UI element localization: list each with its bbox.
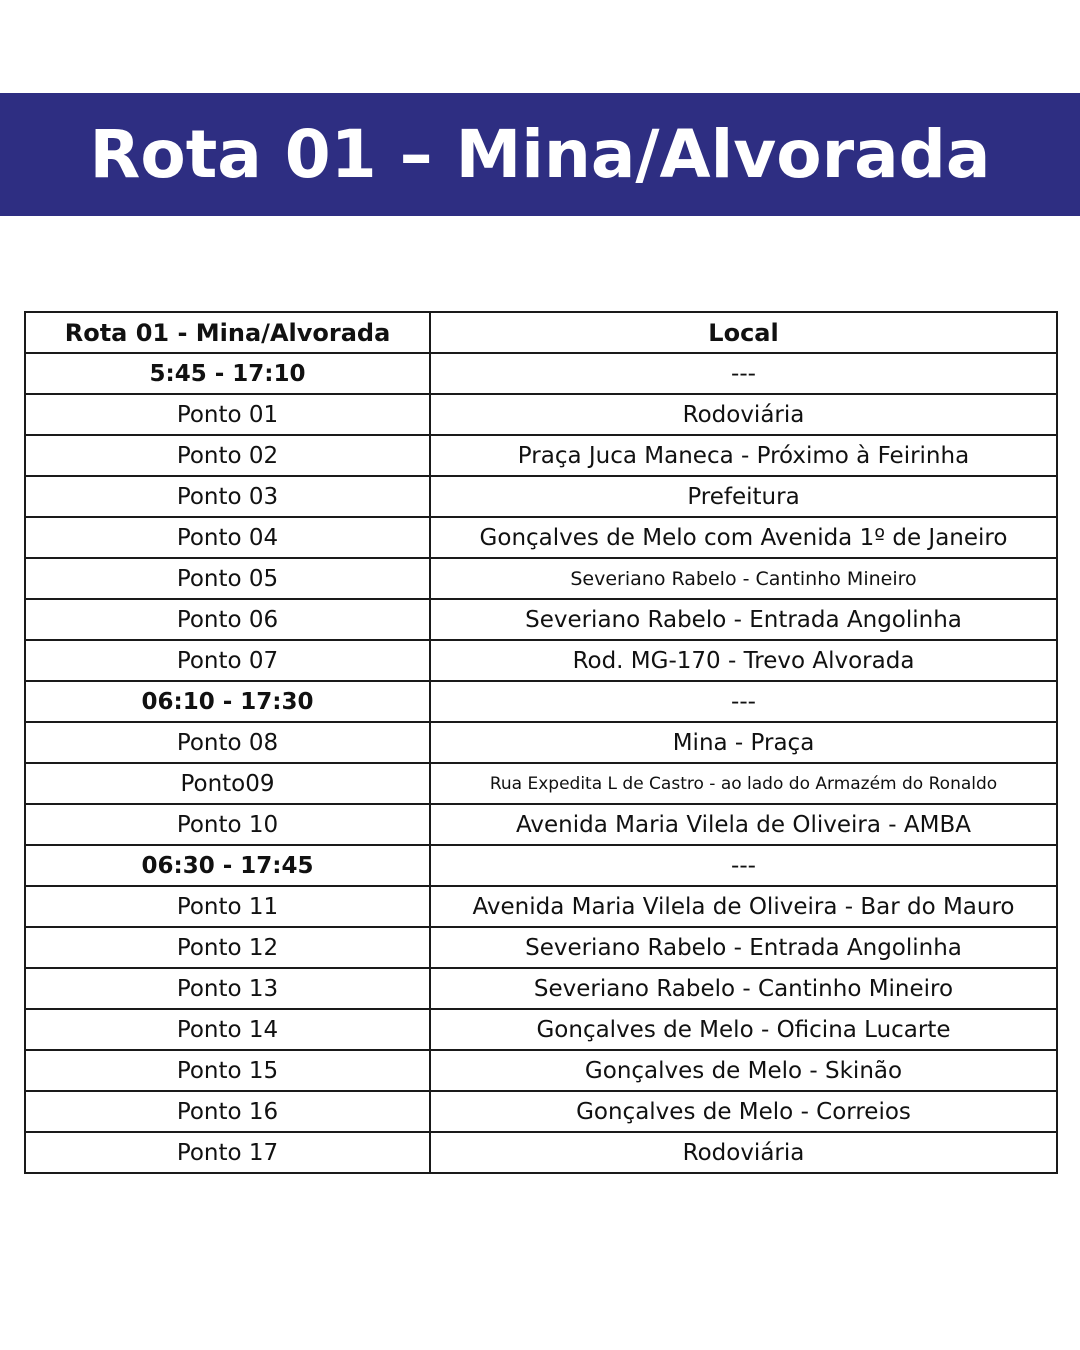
time-cell: 5:45 - 17:10 — [25, 353, 430, 394]
location-cell: Mina - Praça — [430, 722, 1057, 763]
table-header-row — [25, 312, 1057, 353]
location-cell: Severiano Rabelo - Cantinho Mineiro — [430, 968, 1057, 1009]
location-cell: Praça Juca Maneca - Próximo à Feirinha — [430, 435, 1057, 476]
stop-cell: Ponto 13 — [25, 968, 430, 1009]
table-row — [25, 804, 1057, 845]
stop-cell: Ponto 02 — [25, 435, 430, 476]
table-row — [25, 476, 1057, 517]
header-local: Local — [430, 312, 1057, 353]
location-cell: Gonçalves de Melo com Avenida 1º de Janeiro — [430, 517, 1057, 558]
time-cell: 06:10 - 17:30 — [25, 681, 430, 722]
table-row — [25, 558, 1057, 599]
location-cell: Severiano Rabelo - Cantinho Mineiro — [430, 558, 1057, 599]
stop-cell: Ponto 06 — [25, 599, 430, 640]
stop-cell: Ponto 01 — [25, 394, 430, 435]
location-cell: Gonçalves de Melo - Oficina Lucarte — [430, 1009, 1057, 1050]
table-row — [25, 435, 1057, 476]
table-row — [25, 640, 1057, 681]
location-cell: Gonçalves de Melo - Correios — [430, 1091, 1057, 1132]
location-cell: Rua Expedita L de Castro - ao lado do Armazém do Ronaldo — [430, 763, 1057, 804]
stop-cell: Ponto 16 — [25, 1091, 430, 1132]
location-cell: --- — [430, 845, 1057, 886]
location-cell: Avenida Maria Vilela de Oliveira - AMBA — [430, 804, 1057, 845]
title-banner — [0, 93, 1080, 216]
table-row — [25, 763, 1057, 804]
location-cell: Prefeitura — [430, 476, 1057, 517]
location-cell: Severiano Rabelo - Entrada Angolinha — [430, 927, 1057, 968]
table-row — [25, 1009, 1057, 1050]
table-row — [25, 927, 1057, 968]
location-cell: Rodoviária — [430, 394, 1057, 435]
stop-cell: Ponto 17 — [25, 1132, 430, 1173]
stop-cell: Ponto 05 — [25, 558, 430, 599]
page-title: Rota 01 – Mina/Alvorada — [89, 116, 991, 193]
table-row — [25, 599, 1057, 640]
location-cell: Rod. MG-170 - Trevo Alvorada — [430, 640, 1057, 681]
table-row — [25, 681, 1057, 722]
table-row — [25, 886, 1057, 927]
stop-cell: Ponto 15 — [25, 1050, 430, 1091]
stop-cell: Ponto 07 — [25, 640, 430, 681]
stop-cell: Ponto 12 — [25, 927, 430, 968]
table-row — [25, 968, 1057, 1009]
table-row — [25, 394, 1057, 435]
location-cell: Gonçalves de Melo - Skinão — [430, 1050, 1057, 1091]
stop-cell: Ponto 14 — [25, 1009, 430, 1050]
schedule-table — [24, 311, 1058, 1174]
location-cell: --- — [430, 353, 1057, 394]
table-row — [25, 1050, 1057, 1091]
stop-cell: Ponto 08 — [25, 722, 430, 763]
stop-cell: Ponto 04 — [25, 517, 430, 558]
time-cell: 06:30 - 17:45 — [25, 845, 430, 886]
stop-cell: Ponto 11 — [25, 886, 430, 927]
stop-cell: Ponto 10 — [25, 804, 430, 845]
location-cell: Severiano Rabelo - Entrada Angolinha — [430, 599, 1057, 640]
location-cell: Avenida Maria Vilela de Oliveira - Bar do Mauro — [430, 886, 1057, 927]
table-row — [25, 1091, 1057, 1132]
location-cell: Rodoviária — [430, 1132, 1057, 1173]
stop-cell: Ponto09 — [25, 763, 430, 804]
table-row — [25, 845, 1057, 886]
location-cell: --- — [430, 681, 1057, 722]
stop-cell: Ponto 03 — [25, 476, 430, 517]
table-row — [25, 722, 1057, 763]
table-row — [25, 517, 1057, 558]
table-row — [25, 1132, 1057, 1173]
table-row — [25, 353, 1057, 394]
header-route: Rota 01 - Mina/Alvorada — [25, 312, 430, 353]
